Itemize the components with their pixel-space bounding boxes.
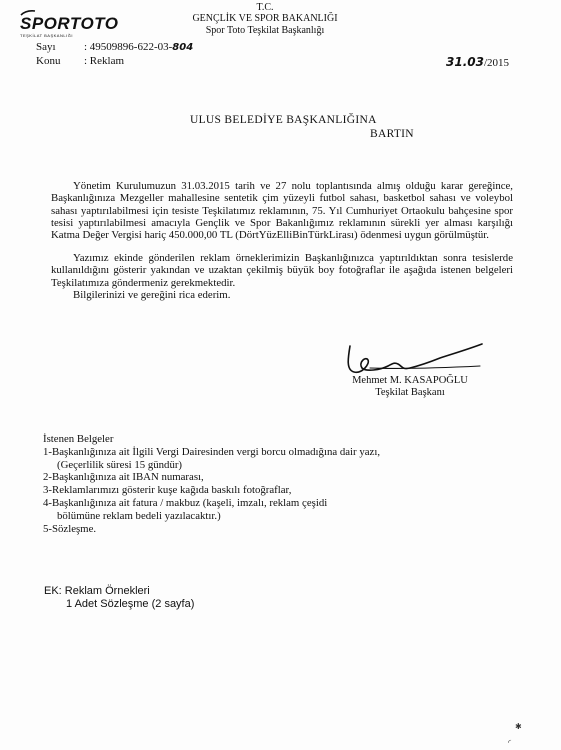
page-corner-icon: ◜ (508, 738, 512, 747)
recipient-city: BARTIN (370, 128, 414, 140)
requirement-item: 2-Başkanlığınıza ait IBAN numarası, (43, 471, 204, 484)
date-handwritten: 31.03 (446, 55, 484, 69)
logo-wordmark: SPORTOTO (20, 14, 119, 33)
requirement-item: 1-Başkanlığınıza ait İlgili Vergi Dairesinden vergi borcu olmadığına dair yazı, (43, 445, 381, 458)
attachment-item: 1 Adet Sözleşme (2 sayfa) (66, 598, 195, 610)
date-year: /2015 (483, 57, 510, 69)
attachments-heading: EK: Reklam Örnekleri (44, 585, 150, 597)
scan-mark-icon: ✱ (515, 722, 522, 731)
document-date (446, 55, 509, 69)
body-paragraph-3: Bilgilerinizi ve gereğini rica ederim. (73, 289, 231, 301)
requirement-item: bölümüne reklam bedeli yazılacaktır.) (57, 509, 221, 522)
logo-swoosh-icon (20, 10, 36, 16)
requirement-item: (Geçerlilik süresi 15 gündür) (57, 458, 183, 471)
requirements-list (43, 433, 380, 535)
body-paragraph-1: Yönetim Kurulumuzun 31.03.2015 tarih ve 27 nolu toplantısında almış olduğu karar gereğince, Başkanlığınıza Mezgeller mahallesine sentetik çim yüzeyli futbol sahası, basketbol sahası ve voleybol sahası yaptırılabilmesi için tesiste Teşkilatımız reklamının, 75. Yıl Cumhuriyet Ortaokulu bahçesine spor tesisi yaptırılabilmesi amacıyla Gençlik ve Spor Bakanlığımız reklamının sürekli yer alması karşılığı Katma Değer Vergisi hariç 450.000,00 TL (DörtYüzElliBinTürkLirası) ödenmesi uygun görülmüştür. (51, 180, 513, 242)
requirement-item: 3-Reklamlarımızı gösterir kuşe kağıda baskılı fotoğraflar, (43, 484, 292, 497)
header-directorate: Spor Toto Teşkilat Başkanlığı (205, 25, 325, 36)
konu-label: Konu (36, 55, 61, 67)
logo-tagline: TEŞKİLAT BAŞKANLIĞI (20, 33, 73, 38)
requirement-item: 5-Sözleşme. (43, 522, 97, 535)
requirements-heading: İstenen Belgeler (43, 433, 114, 445)
sayi-label: Sayı (36, 41, 56, 53)
requirement-item: 4-Başkanlığınıza ait fatura / makbuz (kaşeli, imzalı, reklam çeşidi (43, 496, 328, 509)
signatory-name: Mehmet M. KASAPOĞLU (352, 375, 468, 386)
meta-konu (36, 55, 124, 68)
body-paragraph-2: Yazımız ekinde gönderilen reklam örneklerimizin Başkanlığınızca yaptırıldıktan sonra tesislerde kullanıldığını gösterir yakından ve uzaktan çekilmiş büyük boy fotoğraflar ile aşağıda istenen belgeleri Teşkilatımıza göndermeniz gerekmektedir. (51, 252, 513, 289)
recipient-name: ULUS BELEDİYE BAŞKANLIĞINA (190, 114, 377, 126)
signatory-block (350, 375, 470, 399)
header-ministry: GENÇLİK VE SPOR BAKANLIĞI (192, 13, 338, 24)
signatory-title: Teşkilat Başkanı (375, 387, 445, 398)
meta-sayi (36, 41, 193, 54)
konu-value: : Reklam (84, 55, 125, 67)
header-tc: T.C. (256, 2, 274, 13)
sayi-value: : 49509896-622-03- (84, 41, 173, 53)
sayi-handwritten: 804 (172, 42, 194, 53)
attachments-block (44, 585, 194, 611)
